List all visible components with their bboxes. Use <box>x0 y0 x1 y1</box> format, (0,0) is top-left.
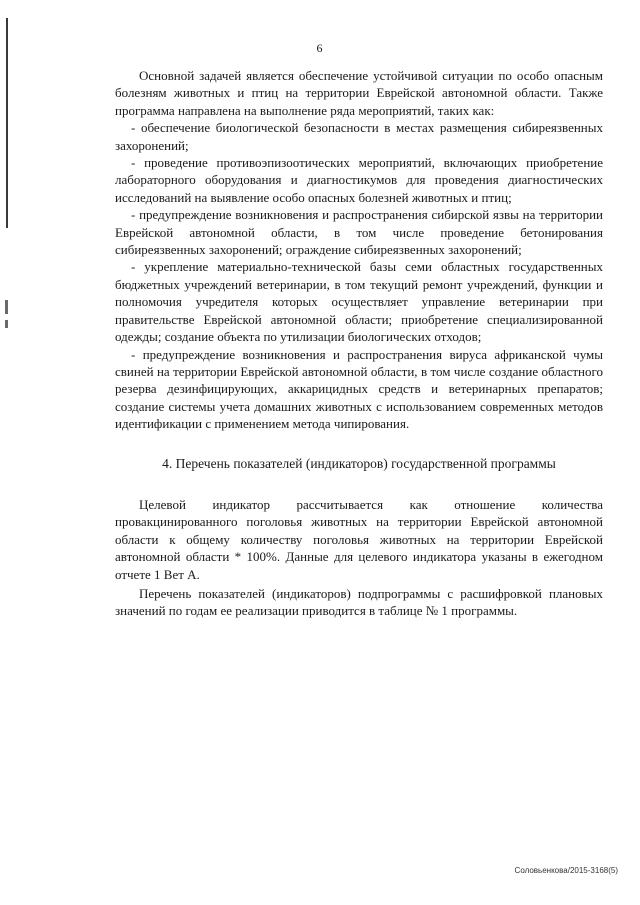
indicator-list-paragraph: Перечень показателей (индикаторов) подпрограммы с расшифровкой плановых значений по годам ее реализации приводится в таблице № 1 программы. <box>115 585 603 619</box>
list-item-african-swine-fever: - предупреждение возникновения и распространения вируса африканской чумы свиней на территории Еврейской автономной области, в том числе создание областного резерва дезинфицирующих, аккарицидных средств и ветеринарных препаратов; создание системы учета домашних животных с использованием современных методов идентификации с применением метода чипирования. <box>115 346 603 432</box>
indicator-paragraph: Целевой индикатор рассчитывается как отношение количества провакцинированного поголовья животных на территории Еврейской автономной области к общему количеству поголовья животных на территории Еврейской автономной области * 100%. Данные для целевого индикатора указаны в ежегодном отчете 1 Вет А. <box>115 496 603 582</box>
list-item-antiepizootic: - проведение противоэпизоотических мероприятий, включающих приобретение лабораторного оборудования и диагностикумов для проведения диагностических исследований на выявление особо опасных болезней животных и птиц; <box>115 155 603 205</box>
list-item-anthrax-prevention: - предупреждение возникновения и распространения сибирской язвы на территории Еврейской автономной области, в том числе проведение бетонирования сибиреязвенных захоронений; ограждение сибиреязвенных захоронений; <box>115 207 603 258</box>
page-number: 6 <box>316 41 324 55</box>
scan-mark <box>5 300 8 314</box>
list-item-material-base: - укрепление материально-технической базы семи областных государственных бюджетных учреждений ветеринарии, в том текущий ремонт учреждений, функции и полномочия учредителя которых осуществляет управление ветеринарии при правительстве Еврейской автономной области; приобретение специализированной одежды; создание объекта по утилизации биологических отходов; <box>115 259 603 345</box>
document-body <box>115 67 603 620</box>
scan-mark <box>5 320 8 328</box>
list-item-biosafety: - обеспечение биологической безопасности в местах размещения сибиреязвенных захоронений; <box>115 120 603 153</box>
intro-paragraph: Основной задачей является обеспечение устойчивой ситуации по особо опасным болезням животных и птиц на территории Еврейской автономной области. Также программа направлена на выполнение ряда мероприятий, таких как: <box>115 68 603 118</box>
section-heading: 4. Перечень показателей (индикаторов) государственной программы <box>162 455 556 471</box>
footer-doc-code: Соловьенкова/2015-3168(5) <box>514 866 618 875</box>
